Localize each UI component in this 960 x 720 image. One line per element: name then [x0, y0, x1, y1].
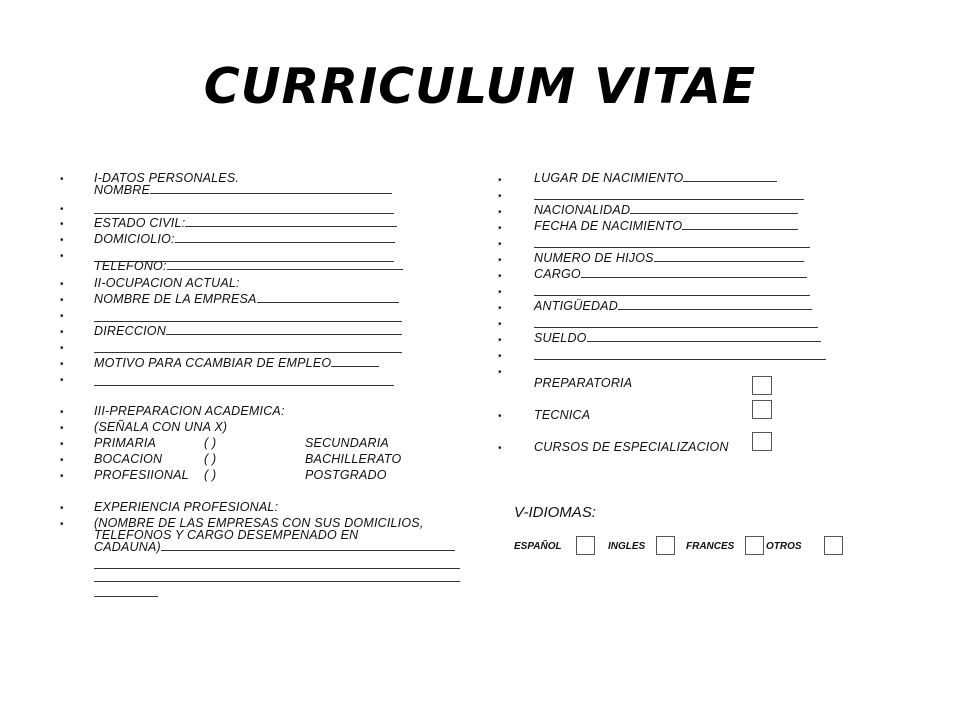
bullet: • [60, 359, 64, 370]
bullet: • [498, 411, 502, 422]
option-tecnica: TECNICA [534, 408, 591, 422]
instruction-senala: (SEÑALA CON UNA X) [94, 420, 228, 434]
blank-line[interactable] [534, 199, 804, 200]
option-frances: FRANCES [686, 541, 735, 552]
label-lugar-nacimiento: LUGAR DE NACIMIENTO [534, 171, 684, 185]
field-fecha-nacimiento[interactable] [534, 219, 798, 234]
section-preparacion: III-PREPARACION ACADEMICA: [94, 404, 285, 418]
field-antiguedad[interactable] [534, 299, 812, 314]
option-secundaria: SECUNDARIA [305, 436, 389, 450]
option-espanol: ESPAÑOL [514, 541, 562, 552]
option-profesional: PROFESIIONAL [94, 468, 189, 482]
bullet: • [498, 351, 502, 362]
field-nacionalidad[interactable] [534, 203, 798, 218]
bullet: • [60, 375, 64, 386]
section-experiencia: EXPERIENCIA PROFESIONAL: [94, 500, 279, 514]
bullet: • [498, 319, 502, 330]
label-empresa: NOMBRE DE LA EMPRESA [94, 292, 257, 306]
blank-line[interactable] [94, 321, 402, 322]
bullet: • [60, 219, 64, 230]
page-title: CURRICULUM VITAE [203, 58, 757, 115]
label-antiguedad: ANTIGÜEDAD [534, 299, 618, 313]
option-postgrado: POSTGRADO [305, 468, 387, 482]
blank-line[interactable] [534, 327, 818, 328]
bullet: • [60, 455, 64, 466]
field-telefono[interactable] [94, 259, 403, 274]
checkbox-ingles[interactable] [656, 536, 675, 555]
checkbox-bocacion[interactable]: ( ) [204, 452, 217, 466]
line-motivo [331, 356, 379, 367]
bullet: • [60, 204, 64, 215]
bullet: • [60, 423, 64, 434]
bullet: • [498, 207, 502, 218]
line-domicilio [175, 232, 395, 243]
field-cargo[interactable] [534, 267, 807, 282]
line-telefono [167, 259, 403, 270]
bullet: • [60, 407, 64, 418]
label-nombre: NOMBRE [94, 183, 151, 197]
blank-line[interactable] [534, 247, 810, 248]
label-cargo: CARGO [534, 267, 581, 281]
field-estado-civil[interactable] [94, 216, 397, 231]
bullet: • [498, 335, 502, 346]
bullet: • [60, 503, 64, 514]
field-motivo[interactable] [94, 356, 379, 371]
label-sueldo: SUELDO [534, 331, 587, 345]
bullet: • [60, 295, 64, 306]
label-telefono: TELEFONO: [94, 259, 167, 273]
blank-line[interactable] [94, 581, 460, 582]
experiencia-instruction-3: CADAUNA) [94, 540, 161, 554]
bullet: • [498, 223, 502, 234]
field-lugar-nacimiento[interactable] [534, 171, 777, 186]
field-numero-hijos[interactable] [534, 251, 804, 266]
blank-line[interactable] [94, 568, 460, 569]
checkbox-primaria[interactable]: ( ) [204, 436, 217, 450]
checkbox-profesional[interactable]: ( ) [204, 468, 217, 482]
checkbox-otros[interactable] [824, 536, 843, 555]
blank-line[interactable] [94, 385, 394, 386]
label-domicilio: DOMICIOLIO: [94, 232, 175, 246]
label-estado-civil: ESTADO CIVIL: [94, 216, 186, 230]
field-sueldo[interactable] [534, 331, 821, 346]
experiencia-instruction-2: TELEFONOS Y CARGO DESEMPENADO EN [94, 528, 359, 542]
option-ingles: INGLES [608, 541, 646, 552]
blank-line[interactable] [534, 359, 826, 360]
bullet: • [498, 303, 502, 314]
line-direccion [166, 324, 402, 335]
checkbox-cursos[interactable] [752, 432, 772, 451]
field-direccion[interactable] [94, 324, 402, 339]
field-experiencia[interactable] [94, 540, 455, 555]
bullet: • [60, 343, 64, 354]
label-motivo: MOTIVO PARA CCAMBIAR DE EMPLEO [94, 356, 332, 370]
line-lugar-nacimiento [683, 171, 777, 182]
line-cargo [581, 267, 807, 278]
checkbox-espanol[interactable] [576, 536, 595, 555]
label-fecha-nacimiento: FECHA DE NACIMIENTO [534, 219, 683, 233]
checkbox-frances[interactable] [745, 536, 764, 555]
bullet: • [60, 519, 64, 530]
line-nombre [150, 183, 392, 194]
bullet: • [60, 174, 64, 185]
checkbox-tecnica[interactable] [752, 400, 772, 419]
section-idiomas: V-IDIOMAS: [514, 504, 596, 521]
bullet: • [498, 191, 502, 202]
option-preparatoria: PREPARATORIA [534, 376, 633, 390]
bullet: • [498, 287, 502, 298]
checkbox-preparatoria[interactable] [752, 376, 772, 395]
bullet: • [498, 271, 502, 282]
bullet: • [60, 471, 64, 482]
line-estado-civil [185, 216, 397, 227]
bullet: • [498, 175, 502, 186]
bullet: • [498, 239, 502, 250]
section-ocupacion: II-OCUPACION ACTUAL: [94, 276, 240, 290]
blank-line[interactable] [94, 352, 402, 353]
option-cursos: CURSOS DE ESPECIALIZACION [534, 440, 729, 454]
bullet: • [60, 235, 64, 246]
field-nombre[interactable] [94, 183, 392, 198]
blank-line[interactable] [534, 295, 810, 296]
line-antiguedad [618, 299, 812, 310]
option-otros: OTROS [766, 541, 802, 552]
line-empresa [257, 292, 399, 303]
option-bachillerato: BACHILLERATO [305, 452, 402, 466]
line-nacionalidad [630, 203, 798, 214]
section-datos-personales: I-DATOS PERSONALES. [94, 171, 240, 185]
label-direccion: DIRECCION [94, 324, 166, 338]
blank-line[interactable] [94, 213, 394, 214]
blank-line[interactable] [94, 596, 158, 597]
experiencia-instruction-1: (NOMBRE DE LAS EMPRESAS CON SUS DOMICILIOS, [94, 516, 424, 530]
label-nacionalidad: NACIONALIDAD [534, 203, 631, 217]
bullet: • [60, 327, 64, 338]
option-bocacion: BOCACION [94, 452, 163, 466]
field-empresa[interactable] [94, 292, 399, 307]
bullet: • [498, 255, 502, 266]
line-numero-hijos [654, 251, 804, 262]
bullet: • [60, 311, 64, 322]
line-experiencia [161, 540, 455, 551]
bullet: • [60, 439, 64, 450]
bullet: • [498, 367, 502, 378]
option-primaria: PRIMARIA [94, 436, 157, 450]
bullet: • [498, 443, 502, 454]
field-domicilio[interactable] [94, 232, 395, 247]
label-numero-hijos: NUMERO DE HIJOS [534, 251, 654, 265]
bullet: • [60, 251, 64, 262]
line-fecha-nacimiento [682, 219, 798, 230]
bullet: • [60, 279, 64, 290]
line-sueldo [587, 331, 821, 342]
